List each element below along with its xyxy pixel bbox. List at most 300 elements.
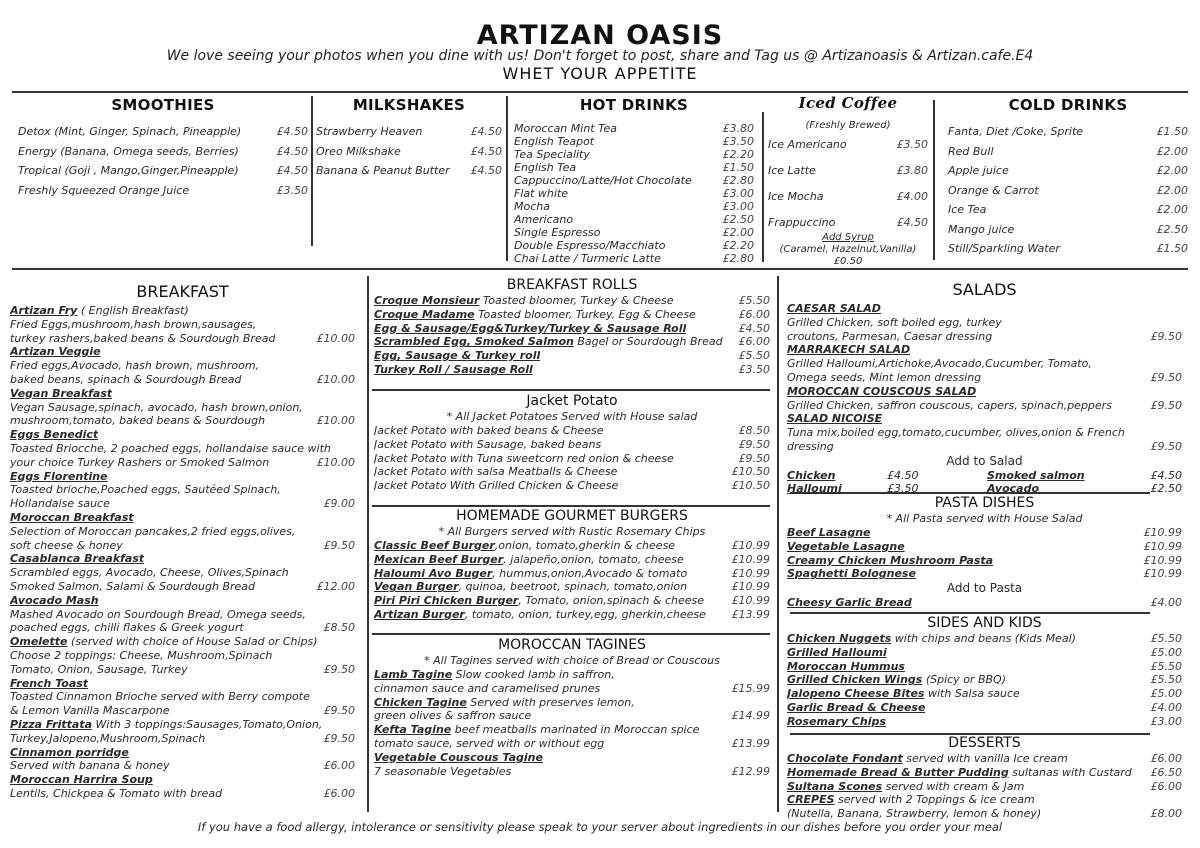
item-title — [374, 608, 706, 622]
menu-item — [768, 184, 928, 210]
item-price: £5.00 — [1150, 645, 1182, 659]
item-price: £2.00 — [1156, 183, 1188, 197]
menu-item — [768, 158, 928, 184]
menu-item — [18, 181, 308, 201]
item-price: £10.99 — [1143, 553, 1182, 567]
item-description: Tomato, Onion, Sausage, Turkey — [10, 662, 188, 676]
item-name: Haloumi Avo Buger — [374, 566, 493, 580]
section-note: * All Pasta served with House Salad — [886, 512, 1083, 525]
item-description: green olives & saffron sauce — [374, 709, 532, 723]
item-price: £10.50 — [731, 479, 770, 493]
item-title — [787, 687, 1020, 701]
item-line — [787, 687, 1182, 701]
item-price: £9.50 — [1150, 329, 1182, 343]
item-price: £6.00 — [1150, 752, 1182, 765]
item-line — [374, 335, 770, 349]
item-line — [374, 438, 770, 452]
item-name: Grilled Halloumi — [787, 645, 887, 659]
addon-price: £4.50 — [887, 468, 919, 482]
menu-item — [10, 552, 355, 593]
menu-item — [374, 539, 770, 553]
item-description: Tuna mix,boiled egg,tomato,cucumber, olives,onion & French — [787, 426, 1125, 440]
item-line — [374, 608, 770, 622]
divider — [311, 96, 313, 246]
item-line — [374, 567, 770, 581]
divider — [12, 268, 1188, 270]
section-tagines — [374, 636, 770, 778]
menu-item — [787, 567, 1182, 581]
addon-name: Smoked salmon — [987, 468, 1085, 482]
section-rolls — [374, 276, 770, 377]
item-line — [787, 385, 1182, 399]
allergy-notice: If you have a food allergy, intolerance or sensitivity please speak to your server about ingredients in our dishes before you order your meal — [197, 820, 1003, 834]
item-note: Jacket Potato with Sausage, baked beans — [374, 437, 602, 451]
item-price: £4.50 — [276, 125, 308, 138]
item-line — [10, 635, 355, 649]
item-title — [374, 594, 704, 608]
item-title — [787, 780, 1024, 794]
menu-item — [10, 345, 355, 386]
item-name: Single Espresso — [514, 226, 601, 239]
menu-item — [374, 322, 770, 336]
item-price: £2.00 — [1156, 203, 1188, 216]
item-name: Turkey Roll / Sausage Roll — [374, 362, 533, 376]
item-title — [374, 567, 687, 581]
menu-item — [948, 122, 1188, 142]
item-description: Fried eggs,Avocado, hash brown, mushroom, — [10, 359, 260, 373]
item-name: Fanta, Diet /Coke, Sprite — [948, 125, 1084, 138]
item-note: Slow cooked lamb in saffron, — [452, 668, 615, 681]
item-title — [374, 465, 617, 479]
item-price: £6.00 — [323, 786, 355, 800]
item-name: Homemade Bread & Butter Pudding — [787, 765, 1009, 779]
item-name: CAESAR SALAD — [787, 302, 881, 315]
item-description: soft cheese & honey — [10, 538, 123, 552]
menu-item — [374, 567, 770, 581]
item-name: Eggs Florentine — [10, 469, 108, 483]
item-description: Toasted Briocche, 2 poached eggs, hollandaise sauce with — [10, 441, 331, 455]
section-salads — [787, 278, 1182, 495]
item-price: £2.50 — [722, 213, 754, 226]
item-line — [374, 580, 770, 594]
item-line — [10, 359, 355, 373]
item-line — [787, 567, 1182, 581]
item-name: Banana & Peanut Butter — [316, 164, 450, 177]
item-title — [374, 668, 615, 682]
section-burgers — [374, 507, 770, 622]
restaurant-title: ARTIZAN OASIS — [476, 20, 724, 51]
item-line — [10, 304, 355, 318]
item-price: £3.50 — [722, 135, 754, 148]
item-description: Vegan Sausage,spinach, avocado, hash brown,onion, — [10, 400, 303, 414]
item-line — [374, 709, 770, 723]
item-line — [10, 773, 355, 787]
addon-price: £3.50 — [887, 481, 919, 495]
item-description: Smoked Salmon, Salami & Sourdough Bread — [10, 579, 255, 593]
addon-name: Chicken — [787, 468, 836, 482]
divider — [367, 276, 369, 812]
item-line — [374, 294, 770, 308]
section-desserts — [787, 734, 1182, 821]
menu-item — [374, 608, 770, 622]
item-line — [787, 660, 1182, 674]
item-name: Detox (Mint, Ginger, Spinach, Pineapple) — [18, 125, 242, 138]
menu-item — [787, 793, 1182, 821]
item-name: Chocolate Fondant — [787, 752, 903, 765]
section-title: MILKSHAKES — [352, 96, 466, 114]
item-name: Croque Monsieur — [374, 294, 480, 307]
menu-item — [374, 465, 770, 479]
menu-item — [374, 668, 770, 696]
menu-item — [787, 752, 1182, 766]
item-price: £10.99 — [1143, 567, 1182, 581]
section-title: BREAKFAST ROLLS — [506, 277, 638, 293]
item-name: Egg & Sausage/Egg&Turkey/Turkey & Sausage Roll — [374, 321, 687, 335]
item-price: £2.00 — [722, 226, 754, 239]
item-name: Vegan Breakfast — [10, 386, 113, 400]
item-line — [787, 371, 1182, 385]
menu-item — [787, 554, 1182, 568]
item-note: Jacket Potato with salsa Meatballs & Cheese — [374, 465, 618, 479]
subtitle: WHET YOUR APPETITE — [502, 64, 698, 83]
item-line — [10, 373, 355, 387]
item-price: £9.50 — [738, 437, 770, 451]
item-price: £12.99 — [731, 764, 770, 778]
addon-title: Add to Pasta — [946, 581, 1023, 596]
drink-note: (Freshly Brewed) — [805, 120, 891, 131]
item-line — [10, 442, 355, 456]
menu-item — [10, 428, 355, 469]
item-title — [787, 343, 910, 357]
addon-name: Halloumi — [787, 481, 842, 495]
item-name: Avocado Mash — [10, 593, 99, 607]
item-line — [787, 646, 1182, 660]
item-price: £3.50 — [276, 183, 308, 197]
item-title — [787, 567, 916, 581]
item-description: Grilled Chicken, saffron couscous, capers, spinach,peppers — [787, 398, 1112, 412]
divider — [12, 91, 1188, 93]
item-line — [374, 765, 770, 779]
item-line — [787, 440, 1182, 454]
item-description: Mashed Avocado on Sourdough Bread, Omega seeds, — [10, 607, 306, 621]
item-line — [10, 497, 355, 511]
item-description: 7 seasonable Vegetables — [374, 764, 512, 778]
item-title — [10, 773, 153, 787]
item-name: Scrambled Egg, Smoked Salmon — [374, 335, 574, 349]
menu-item — [787, 673, 1182, 687]
item-price: £12.00 — [316, 579, 355, 593]
item-line — [374, 363, 770, 377]
menu-item — [374, 751, 770, 779]
item-name: Artizan Veggie — [10, 345, 101, 359]
item-line — [10, 746, 355, 760]
item-line — [10, 401, 355, 415]
item-line — [787, 701, 1182, 715]
item-name: Eggs Benedict — [10, 428, 99, 442]
section-title: Jacket Potato — [526, 393, 618, 409]
menu-item — [514, 135, 754, 148]
item-title — [374, 294, 674, 308]
item-description: turkey rashers,baked beans & Sourdough Bread — [10, 331, 276, 345]
section-title: COLD DRINKS — [1008, 96, 1128, 114]
item-title — [374, 479, 618, 493]
item-price: £3.00 — [722, 187, 754, 200]
item-name: Strawberry Heaven — [316, 125, 423, 138]
item-price: £2.00 — [1156, 144, 1188, 158]
item-title — [10, 428, 98, 442]
item-note: Served with preserves lemon, — [466, 695, 635, 709]
item-name: Casablanca Breakfast — [10, 552, 145, 566]
item-line — [10, 483, 355, 497]
item-description: Scrambled eggs, Avocado, Cheese, Olives,Spinach — [10, 566, 289, 580]
item-name: Ice Latte — [768, 164, 816, 177]
item-description: Lentils, Chickpea & Tomato with bread — [10, 786, 223, 800]
item-price: £4.50 — [738, 321, 770, 335]
menu-item — [374, 363, 770, 377]
divider — [506, 96, 508, 261]
item-line — [787, 673, 1182, 687]
item-price: £10.00 — [316, 455, 355, 469]
item-line — [374, 737, 770, 751]
item-price: £5.50 — [738, 294, 770, 307]
section-title: SALADS — [952, 280, 1017, 299]
item-line — [10, 414, 355, 428]
item-name: Energy (Banana, Omega seeds, Berries) — [18, 144, 239, 158]
item-name: Kefta Tagine — [374, 723, 452, 737]
item-price: £10.00 — [316, 331, 355, 345]
menu-item — [10, 635, 355, 676]
item-note: Toasted bloomer, Turkey, Egg & Cheese — [474, 307, 696, 321]
item-line — [10, 732, 355, 746]
item-price: £9.50 — [323, 662, 355, 676]
menu-item — [10, 773, 355, 801]
item-name: SALAD NICOISE — [787, 412, 883, 426]
section-title: MOROCCAN TAGINES — [498, 637, 646, 653]
item-line — [10, 566, 355, 580]
item-price: £10.00 — [316, 372, 355, 386]
item-name: Mango juice — [948, 222, 1015, 236]
addon-name: Avocado — [987, 481, 1040, 495]
item-note: with chips and beans (Kids Meal) — [891, 632, 1076, 645]
menu-item — [374, 479, 770, 493]
item-price: £6.00 — [738, 307, 770, 321]
item-note: With 3 toppings:Sausages,Tomato,Onion, — [92, 717, 323, 731]
divider — [777, 276, 779, 812]
item-title — [787, 412, 882, 426]
item-name: Flat white — [514, 187, 569, 200]
item-line — [10, 787, 355, 801]
item-line — [374, 322, 770, 336]
item-line — [787, 632, 1182, 646]
item-price: £3.50 — [738, 362, 770, 376]
item-price: £10.99 — [1143, 526, 1182, 539]
item-name: Garlic Bread & Cheese — [787, 700, 926, 714]
item-name: Grilled Chicken Wings — [787, 673, 923, 687]
item-title — [374, 335, 723, 349]
menu-item — [787, 646, 1182, 660]
menu-item — [10, 594, 355, 635]
item-name: Cappuccino/Latte/Hot Chocolate — [514, 174, 692, 187]
item-price: £2.50 — [1156, 222, 1188, 236]
item-title — [374, 363, 533, 377]
item-price: £4.50 — [470, 144, 502, 158]
item-title — [787, 385, 976, 399]
item-description: mushroom,tomato, baked beans & Sourdough — [10, 414, 266, 428]
item-name: Sultana Scones — [787, 779, 883, 793]
drinks-column-hot — [514, 96, 754, 265]
item-line — [10, 704, 355, 718]
menu-item — [787, 526, 1182, 540]
item-line — [10, 511, 355, 525]
item-price: £4.50 — [896, 216, 928, 229]
item-line — [787, 793, 1182, 807]
item-title — [10, 552, 144, 566]
menu-item — [787, 596, 1182, 610]
item-price: £6.00 — [1150, 779, 1182, 793]
item-description: tomato sauce, served with or without egg — [374, 736, 605, 750]
menu-item — [374, 308, 770, 322]
menu-item — [374, 294, 770, 308]
item-name: Classic Beef Burger — [374, 539, 495, 552]
item-title — [787, 766, 1132, 780]
item-price: £4.00 — [1150, 596, 1182, 610]
item-price: £10.50 — [731, 465, 770, 479]
menu-item — [787, 715, 1182, 729]
item-line — [787, 357, 1182, 371]
menu-item — [787, 385, 1182, 413]
item-line — [10, 594, 355, 608]
menu-item — [787, 343, 1182, 384]
item-description: (Nutella, Banana, Strawberry, lemon & honey) — [787, 807, 1042, 821]
item-note: Jacket Potato with Tuna sweetcorn red onion & cheese — [374, 451, 674, 465]
menu-item — [787, 660, 1182, 674]
item-price: £3.00 — [1150, 714, 1182, 728]
item-note: , jalapeño,onion, tomato, cheese — [503, 552, 684, 566]
item-line — [787, 715, 1182, 729]
item-price: £10.99 — [1143, 539, 1182, 553]
addon-price: £4.50 — [1150, 468, 1182, 482]
item-description: Choose 2 toppings: Cheese, Mushroom,Spinach — [10, 648, 273, 662]
section-title: SIDES AND KIDS — [927, 615, 1042, 631]
item-line — [787, 526, 1182, 540]
item-price: £10.99 — [731, 539, 770, 552]
item-title — [787, 793, 1035, 807]
menu-item — [10, 511, 355, 552]
menu-item — [948, 239, 1188, 259]
item-name: Cheesy Garlic Bread — [787, 596, 912, 610]
menu-item — [787, 632, 1182, 646]
item-line — [374, 594, 770, 608]
item-name: Vegetable Couscous Tagine — [374, 750, 543, 764]
item-note: served with vanilla Ice cream — [902, 752, 1068, 765]
section-note: * All Burgers served with Rustic Rosemary Chips — [438, 525, 706, 538]
section-title: HOMEMADE GOURMET BURGERS — [456, 508, 688, 524]
menu-item — [948, 142, 1188, 162]
item-name: Ice Mocha — [768, 190, 824, 203]
menu-item — [514, 213, 754, 226]
item-price: £2.20 — [722, 239, 754, 252]
item-name: Chicken Nuggets — [787, 632, 892, 645]
menu-item — [514, 226, 754, 239]
item-note: Bagel or Sourdough Bread — [573, 335, 723, 349]
item-price: £6.00 — [323, 759, 355, 773]
item-line — [787, 399, 1182, 413]
section-title: Iced Coffee — [798, 94, 898, 112]
item-name: Beef Lasagne — [787, 526, 871, 539]
item-title — [787, 526, 871, 540]
item-price: £6.00 — [738, 335, 770, 349]
item-name: Omelette — [10, 635, 68, 649]
item-title — [10, 677, 88, 691]
item-line — [10, 649, 355, 663]
menu-item — [10, 304, 355, 345]
item-line — [10, 525, 355, 539]
item-name: Tropical (Goji , Mango,Ginger,Pineapple) — [18, 164, 239, 177]
item-price: £2.80 — [722, 174, 754, 187]
item-price: £8.50 — [323, 621, 355, 635]
item-description: cinnamon sauce and caramelised prunes — [374, 681, 601, 695]
item-price: £9.00 — [323, 497, 355, 511]
item-title — [374, 424, 604, 438]
item-line — [787, 554, 1182, 568]
item-price: £8.50 — [738, 424, 770, 437]
menu-item — [787, 540, 1182, 554]
item-price: £6.50 — [1150, 765, 1182, 779]
item-title — [787, 554, 993, 568]
item-title — [787, 715, 886, 729]
item-title — [374, 723, 699, 737]
item-price: £1.50 — [722, 161, 754, 174]
item-title — [10, 746, 129, 760]
item-line — [10, 318, 355, 332]
menu-item — [18, 142, 308, 162]
item-description: Omega seeds, Mint lemon dressing — [787, 370, 982, 384]
item-price: £9.50 — [1150, 398, 1182, 412]
menu-item — [374, 335, 770, 349]
item-price: £4.00 — [896, 190, 928, 203]
item-line — [10, 332, 355, 346]
item-title — [374, 349, 540, 363]
item-name: French Toast — [10, 676, 89, 690]
item-name: Moroccan Breakfast — [10, 510, 134, 524]
item-price: £13.99 — [731, 736, 770, 750]
item-note: sultanas with Custard — [1008, 765, 1132, 779]
section-title: BREAKFAST — [136, 282, 229, 301]
item-price: £2.20 — [722, 148, 754, 161]
item-price: £3.80 — [722, 122, 754, 135]
menu-item — [374, 438, 770, 452]
item-title — [10, 718, 322, 732]
item-line — [787, 752, 1182, 766]
item-title — [787, 673, 1006, 687]
menu-item — [514, 252, 754, 265]
item-title — [787, 752, 1068, 766]
item-line — [787, 343, 1182, 357]
item-price: £2.00 — [1156, 164, 1188, 177]
item-note: served with cream & Jam — [882, 779, 1025, 793]
addon-price: £2.50 — [1150, 481, 1182, 495]
menu-item — [10, 677, 355, 718]
divider — [372, 389, 770, 391]
item-name: Tea Speciality — [514, 148, 590, 161]
item-line — [374, 682, 770, 696]
item-name: Mexican Beef Burger — [374, 552, 504, 566]
section-title: PASTA DISHES — [934, 495, 1035, 511]
item-note: Jacket Potato with baked beans & Cheese — [374, 424, 604, 437]
item-price: £10.99 — [731, 594, 770, 608]
item-title — [10, 594, 99, 608]
item-line — [374, 424, 770, 438]
